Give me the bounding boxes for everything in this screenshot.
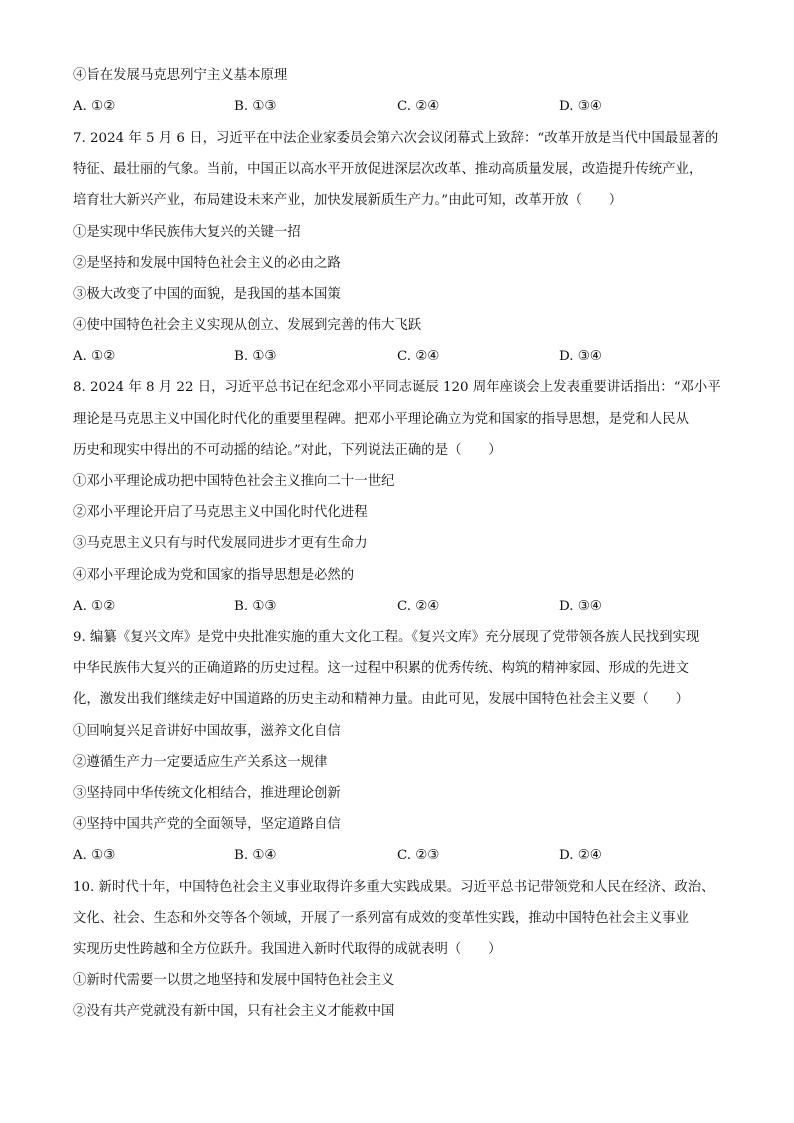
option-d: D. ③④ — [559, 349, 602, 364]
question-stem-line: 7. 2024 年 5 月 6 日，习近平在中法企业家委员会第六次会议闭幕式上致辞：“改革开放是当代中国最显著的 — [73, 131, 719, 146]
top-statement: ④旨在发展马克思列宁主义基本原理 — [73, 68, 288, 83]
statement-3: ③马克思主义只有与时代发展同进步才更有生命力 — [73, 536, 368, 551]
question-stem-line: 文化、社会、生态和外交等各个领域，开展了一系列富有成效的变革性实践，推动中国特色社会主义事业 — [73, 911, 689, 926]
answer-options — [73, 347, 733, 367]
option-d: D. ③④ — [559, 599, 602, 614]
option-a: A. ①② — [73, 349, 116, 364]
statement-1: ①新时代需要一以贯之地坚持和发展中国特色社会主义 — [73, 973, 395, 988]
statement-1: ①邓小平理论成功把中国特色社会主义推向二十一世纪 — [73, 474, 395, 489]
statement-4: ④使中国特色社会主义实现从创立、发展到完善的伟大飞跃 — [73, 318, 422, 333]
option-b: B. ①③ — [234, 99, 277, 114]
question-stem-line: 特征、最壮丽的气象。当前，中国正以高水平开放促进深层次改革、推动高质量发展，改造提升传统产业， — [73, 162, 703, 177]
option-c: C. ②④ — [397, 599, 440, 614]
option-b: B. ①③ — [234, 599, 277, 614]
statement-3: ③极大改变了中国的面貌，是我国的基本国策 — [73, 287, 341, 302]
option-c: C. ②③ — [397, 848, 440, 863]
option-d: D. ②④ — [559, 848, 602, 863]
question-stem-line: 9. 编纂《复兴文库》是党中央批准实施的重大文化工程。《复兴文库》充分展现了党带领各族人民找到实现 — [73, 630, 700, 645]
statement-2: ②遵循生产力一定要适应生产关系这一规律 — [73, 755, 328, 770]
statement-1: ①回响复兴足音讲好中国故事，滋养文化自信 — [73, 724, 341, 739]
answer-options — [73, 597, 733, 617]
option-b: B. ①③ — [234, 349, 277, 364]
statement-2: ②邓小平理论开启了马克思主义中国化时代化进程 — [73, 505, 368, 520]
option-c: C. ②④ — [397, 99, 440, 114]
option-b: B. ①④ — [234, 848, 277, 863]
top-options — [73, 97, 733, 117]
statement-3: ③坚持同中华传统文化相结合，推进理论创新 — [73, 786, 341, 801]
statement-2: ②是坚持和发展中国特色社会主义的必由之路 — [73, 256, 341, 271]
question-stem-line: 实现历史性跨越和全方位跃升。我国进入新时代取得的成就表明（ ） — [73, 942, 502, 957]
option-d: D. ③④ — [559, 99, 602, 114]
statement-2: ②没有共产党就没有新中国，只有社会主义才能救中国 — [73, 1004, 395, 1019]
answer-options — [73, 846, 733, 866]
option-a: A. ①② — [73, 99, 116, 114]
statement-4: ④坚持中国共产党的全面领导，坚定道路自信 — [73, 817, 341, 832]
option-c: C. ②④ — [397, 349, 440, 364]
question-stem-line: 历史和现实中得出的不可动摇的结论。”对此，下列说法正确的是（ ） — [73, 443, 502, 458]
question-stem-line: 理论是马克思主义中国化时代化的重要里程碑。把邓小平理论确立为党和国家的指导思想，是党和人民从 — [73, 412, 689, 427]
question-stem-line: 8. 2024 年 8 月 22 日，习近平总书记在纪念邓小平同志诞辰 120 周年座谈会上发表重要讲话指出：“邓小平 — [73, 380, 721, 395]
question-stem-line: 10. 新时代十年，中国特色社会主义事业取得许多重大实践成果。习近平总书记带领党和人民在经济、政治、 — [73, 880, 715, 895]
question-stem-line: 中华民族伟大复兴的正确道路的历史过程。这一过程中积累的优秀传统、构筑的精神家园、形成的先进文 — [73, 661, 689, 676]
question-stem-line: 培育壮大新兴产业，布局建设未来产业，加快发展新质生产力。”由此可知，改革开放（ ） — [73, 193, 623, 208]
option-a: A. ①③ — [73, 848, 116, 863]
statement-1: ①是实现中华民族伟大复兴的关键一招 — [73, 225, 301, 240]
statement-4: ④邓小平理论成为党和国家的指导思想是必然的 — [73, 568, 355, 583]
option-a: A. ①② — [73, 599, 116, 614]
question-stem-line: 化，激发出我们继续走好中国道路的历史主动和精神力量。由此可见，发展中国特色社会主义要（ ） — [73, 692, 689, 707]
